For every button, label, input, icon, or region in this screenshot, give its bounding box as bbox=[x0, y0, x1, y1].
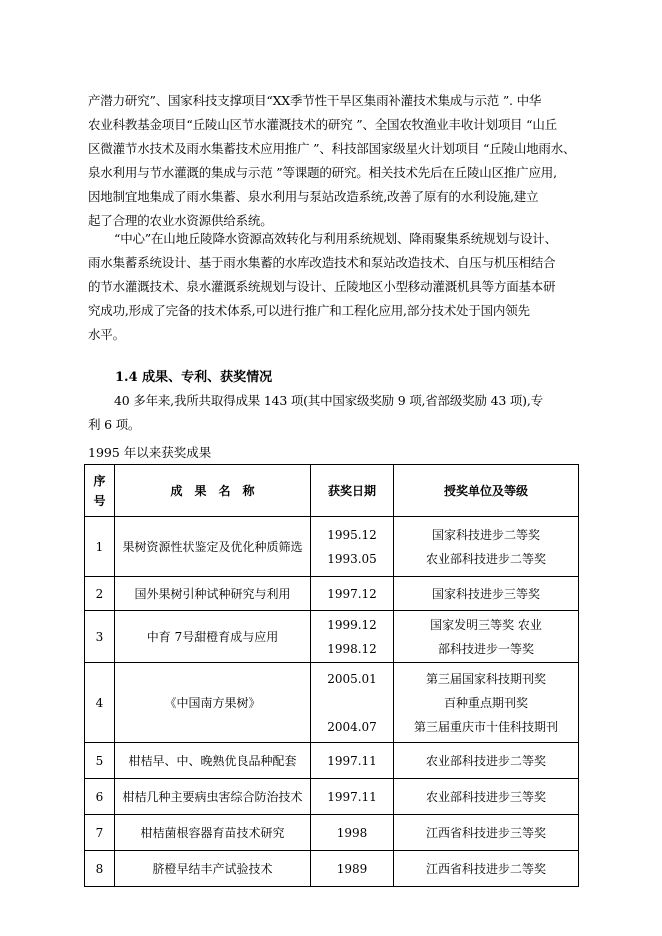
table-header-row bbox=[85, 465, 579, 517]
table-row bbox=[85, 611, 579, 663]
cell-date bbox=[311, 663, 394, 743]
date-line: 1998.12 bbox=[327, 641, 377, 656]
cell-unit: 农业部科技进步三等奖 bbox=[394, 779, 579, 815]
cell-no: 3 bbox=[85, 611, 115, 663]
cell-unit: 江西省科技进步二等奖 bbox=[394, 851, 579, 887]
header-seq-line: 号 bbox=[93, 493, 106, 508]
cell-name: 柑桔菌根容器育苗技术研究 bbox=[115, 815, 311, 851]
table-row bbox=[85, 779, 579, 815]
cell-name: 中育 7号甜橙育成与应用 bbox=[115, 611, 311, 663]
unit-line: 第三届国家科技期刊奖 bbox=[425, 671, 546, 686]
date-line: 1999.12 bbox=[327, 617, 377, 632]
table-row bbox=[85, 577, 579, 611]
cell-date: 1997.11 bbox=[311, 743, 394, 779]
header-date: 获奖日期 bbox=[311, 465, 394, 517]
paragraph-line: “中心”在山地丘陵降水资源高效转化与利用系统规划、降雨聚集系统规划与设计、 bbox=[114, 231, 557, 246]
cell-unit bbox=[394, 611, 579, 663]
cell-no: 1 bbox=[85, 517, 115, 577]
paragraph-line: 水平。 bbox=[88, 327, 125, 342]
cell-unit: 农业部科技进步二等奖 bbox=[394, 743, 579, 779]
table-row bbox=[85, 815, 579, 851]
header-name: 成 果 名 称 bbox=[115, 465, 311, 517]
table-row bbox=[85, 851, 579, 887]
cell-no: 7 bbox=[85, 815, 115, 851]
cell-no: 6 bbox=[85, 779, 115, 815]
unit-line: 农业部科技进步二等奖 bbox=[425, 551, 546, 566]
date-line: 1993.05 bbox=[327, 551, 377, 566]
paragraph-line: 究成功,形成了完备的技术体系,可以进行推广和工程化应用,部分技术处于国内领先 bbox=[88, 303, 530, 318]
cell-date bbox=[311, 517, 394, 577]
paragraph-line: 区微灌节水技术及雨水集蓄技术应用推广 ”、科技部国家级星火计划项目 “丘陵山地雨水、 bbox=[88, 141, 576, 156]
paragraph-1 bbox=[88, 89, 608, 233]
date-line: 2005.01 bbox=[327, 671, 377, 686]
table-row bbox=[85, 663, 579, 743]
unit-line: 部科技进步一等奖 bbox=[437, 641, 534, 656]
table-row bbox=[85, 517, 579, 577]
cell-date: 1997.12 bbox=[311, 577, 394, 611]
paragraph-line: 40 多年来,我所共取得成果 143 项(其中国家级奖励 9 项,省部级奖励 43 项),专 bbox=[114, 393, 543, 408]
table-row bbox=[85, 743, 579, 779]
unit-line: 百种重点期刊奖 bbox=[443, 695, 528, 710]
cell-name: 脐橙早结丰产试验技术 bbox=[115, 851, 311, 887]
table-caption: 1995 年以来获奖成果 bbox=[88, 445, 212, 460]
cell-no: 2 bbox=[85, 577, 115, 611]
cell-no: 5 bbox=[85, 743, 115, 779]
paragraph-line: 的节水灌溉技术、泉水灌溉系统规划与设计、丘陵地区小型移动灌溉机具等方面基本研 bbox=[88, 279, 556, 294]
paragraph-3 bbox=[88, 389, 608, 437]
cell-name: 果树资源性状鉴定及优化种质筛选 bbox=[115, 517, 311, 577]
cell-name: 《中国南方果树》 bbox=[115, 663, 311, 743]
cell-name: 柑桔几种主要病虫害综合防治技术 bbox=[115, 779, 311, 815]
cell-name: 柑桔早、中、晚熟优良品种配套 bbox=[115, 743, 311, 779]
cell-unit bbox=[394, 663, 579, 743]
section-heading: 1.4 成果、专利、获奖情况 bbox=[115, 370, 273, 385]
paragraph-line: 泉水利用与节水灌溉的集成与示范 ”等课题的研究。相关技术先后在丘陵山区推广应用, bbox=[88, 165, 557, 180]
cell-no: 8 bbox=[85, 851, 115, 887]
header-seq-line: 序 bbox=[93, 473, 106, 488]
awards-table bbox=[84, 464, 579, 887]
paragraph-2 bbox=[88, 227, 608, 347]
paragraph-line: 产潜力研究”、国家科技支撑项目“XX季节性干旱区集雨补灌技术集成与示范 ”. 中华 bbox=[88, 93, 542, 108]
cell-date: 1989 bbox=[311, 851, 394, 887]
paragraph-line: 雨水集蓄系统设计、基于雨水集蓄的水库改造技术和泵站改造技术、自压与机压相结合 bbox=[88, 255, 556, 270]
date-line: 2004.07 bbox=[327, 719, 377, 734]
paragraph-line: 因地制宜地集成了雨水集蓄、泉水利用与泵站改造系统,改善了原有的水利设施,建立 bbox=[88, 189, 539, 204]
header-unit: 授奖单位及等级 bbox=[394, 465, 579, 517]
paragraph-line: 起了合理的农业水资源供给系统。 bbox=[88, 213, 273, 228]
paragraph-line: 利 6 项。 bbox=[88, 417, 141, 432]
cell-unit: 国家科技进步三等奖 bbox=[394, 577, 579, 611]
cell-unit: 江西省科技进步三等奖 bbox=[394, 815, 579, 851]
header-seq bbox=[85, 465, 115, 517]
unit-line: 国家发明三等奖 农业 bbox=[430, 617, 542, 632]
cell-unit bbox=[394, 517, 579, 577]
cell-name: 国外果树引种试种研究与利用 bbox=[115, 577, 311, 611]
cell-no: 4 bbox=[85, 663, 115, 743]
unit-line: 第三届重庆市十佳科技期刊 bbox=[413, 719, 558, 734]
paragraph-line: 农业科教基金项目“丘陵山区节水灌溉技术的研究 ”、全国农牧渔业丰收计划项目 “山丘 bbox=[88, 117, 557, 132]
cell-date bbox=[311, 611, 394, 663]
unit-line: 国家科技进步二等奖 bbox=[431, 527, 540, 542]
cell-date: 1998 bbox=[311, 815, 394, 851]
date-line: 1995.12 bbox=[327, 527, 377, 542]
date-spacer bbox=[313, 691, 391, 715]
cell-date: 1997.11 bbox=[311, 779, 394, 815]
